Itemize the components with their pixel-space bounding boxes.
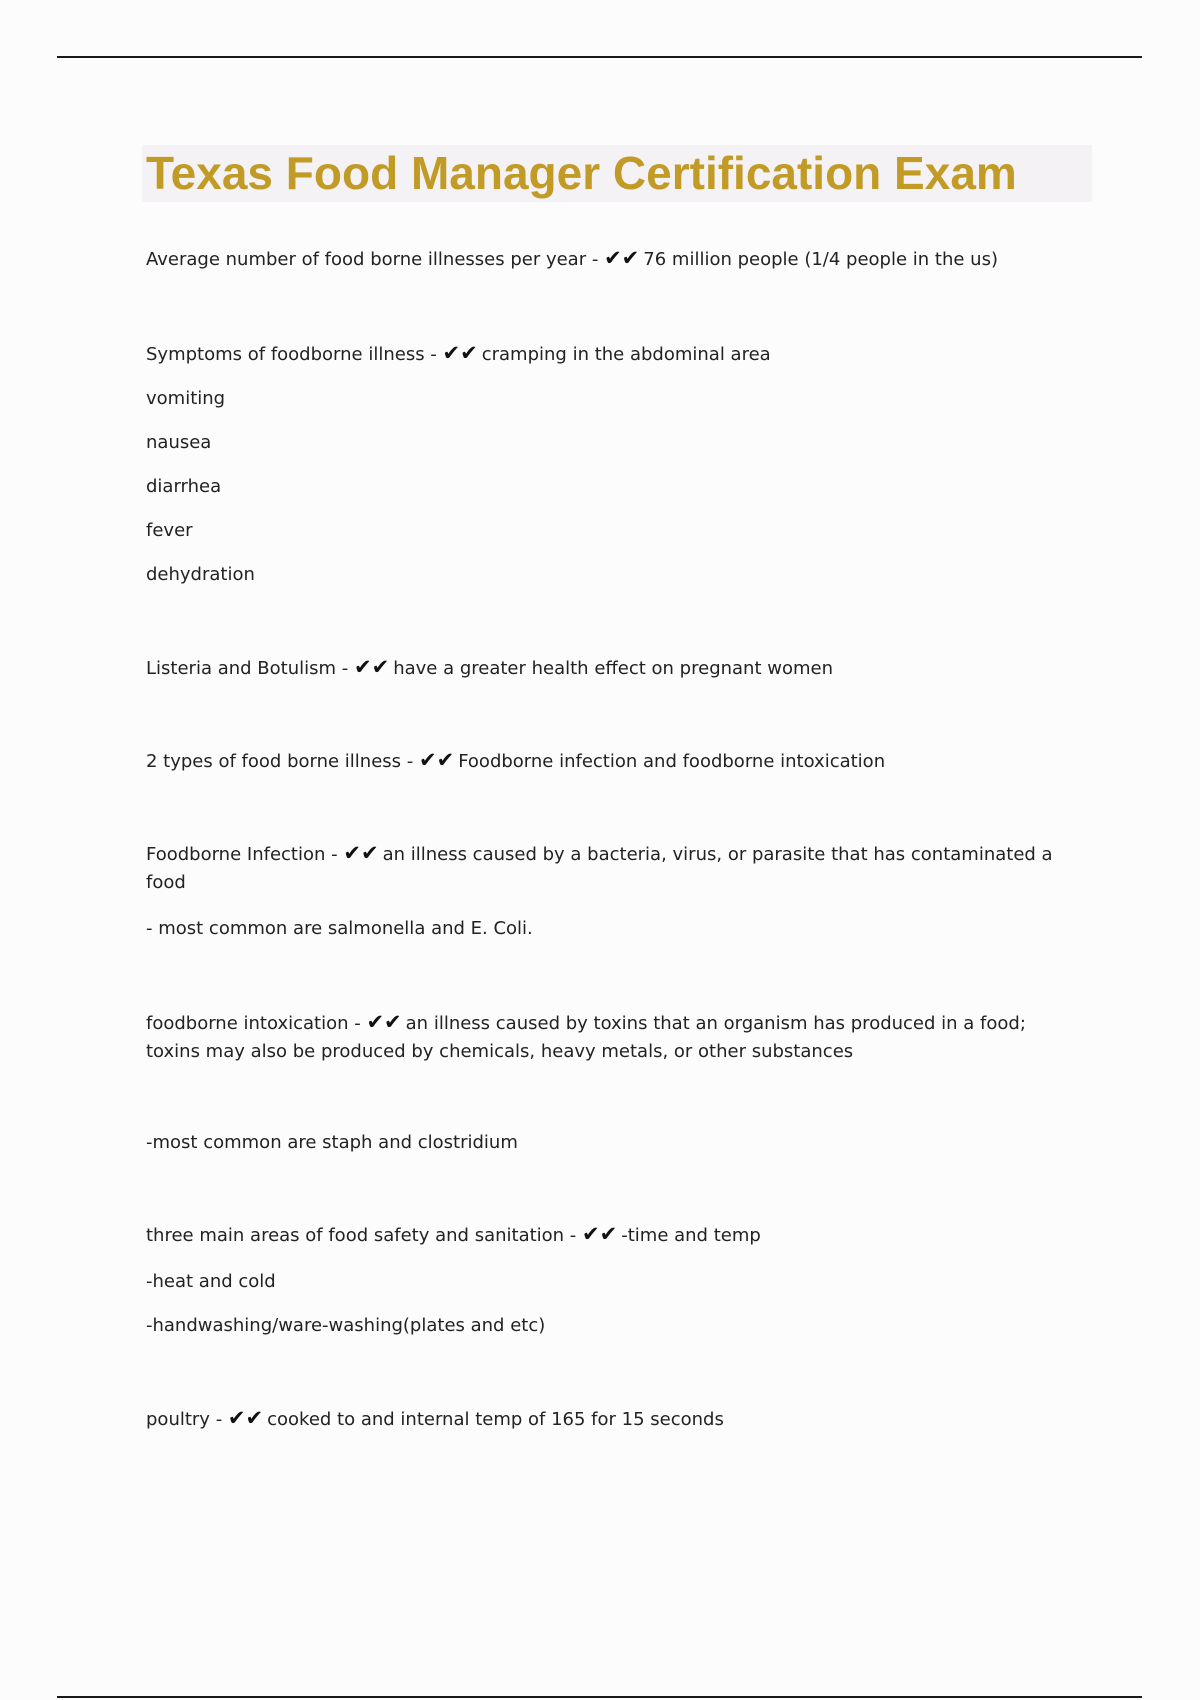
entry-note: - most common are salmonella and E. Coli. bbox=[146, 918, 533, 939]
double-check-icon: ✔✔ bbox=[227, 1406, 264, 1430]
double-check-icon: ✔✔ bbox=[366, 1010, 402, 1034]
separator: - bbox=[209, 1409, 228, 1430]
entry-foodborne-intoxication bbox=[146, 1010, 1076, 1066]
document-body bbox=[146, 246, 1076, 1434]
entry-term: three main areas of food safety and sanitation bbox=[146, 1225, 565, 1246]
symptom-item: dehydration bbox=[146, 564, 255, 585]
separator: - bbox=[348, 1013, 367, 1034]
entry-term: foodborne intoxication bbox=[146, 1013, 349, 1034]
entry-answer: -time and temp bbox=[621, 1225, 761, 1246]
entry-note: -heat and cold bbox=[146, 1271, 276, 1292]
entry-listeria-botulism bbox=[146, 655, 1076, 683]
double-check-icon: ✔✔ bbox=[419, 748, 455, 772]
entry-answer: Foodborne infection and foodborne intoxication bbox=[458, 751, 886, 772]
double-check-icon: ✔✔ bbox=[343, 841, 379, 865]
entry-answer: an illness caused by a bacteria, virus, or parasite that has contaminated a food bbox=[146, 844, 1053, 893]
separator: - bbox=[424, 344, 443, 365]
symptom-item: vomiting bbox=[146, 388, 226, 409]
double-check-icon: ✔✔ bbox=[604, 246, 640, 270]
separator: - bbox=[336, 658, 354, 679]
entry-answer: cramping in the abdominal area bbox=[481, 344, 771, 365]
entry-term: Average number of food borne illnesses per year bbox=[146, 249, 587, 270]
top-rule bbox=[57, 56, 1142, 58]
entry-term: Symptoms of foodborne illness bbox=[146, 344, 425, 365]
entry-food-safety-areas bbox=[146, 1222, 1076, 1250]
double-check-icon: ✔✔ bbox=[442, 341, 478, 365]
entry-answer: an illness caused by toxins that an organism has produced in a food; toxins may also be produced by chemicals, heavy metals, or other substances bbox=[146, 1013, 1026, 1062]
entry-note: -handwashing/ware-washing(plates and etc) bbox=[146, 1315, 546, 1336]
separator: - bbox=[401, 751, 419, 772]
entry-foodborne-infection bbox=[146, 841, 1076, 897]
symptom-item: nausea bbox=[146, 432, 212, 453]
entry-term: Foodborne Infection bbox=[146, 844, 326, 865]
double-check-icon: ✔✔ bbox=[582, 1222, 618, 1246]
entry-types-illness bbox=[146, 748, 1076, 776]
entry-average-illnesses bbox=[146, 246, 1076, 274]
entry-answer: 76 million people (1/4 people in the us) bbox=[643, 249, 998, 270]
separator: - bbox=[325, 844, 344, 865]
bottom-rule bbox=[57, 1696, 1142, 1698]
entry-note: -most common are staph and clostridium bbox=[146, 1132, 518, 1153]
separator: - bbox=[586, 249, 605, 270]
entry-poultry bbox=[146, 1406, 1076, 1434]
separator: - bbox=[564, 1225, 583, 1246]
entry-symptoms bbox=[146, 341, 1076, 369]
entry-term: 2 types of food borne illness bbox=[146, 751, 402, 772]
entry-term: Listeria and Botulism bbox=[146, 658, 337, 679]
entry-answer: have a greater health effect on pregnant women bbox=[393, 658, 833, 679]
symptom-item: fever bbox=[146, 520, 193, 541]
symptom-item: diarrhea bbox=[146, 476, 222, 497]
entry-term: poultry bbox=[146, 1409, 210, 1430]
double-check-icon: ✔✔ bbox=[353, 655, 390, 679]
document-title: Texas Food Manager Certification Exam bbox=[146, 147, 1017, 199]
entry-answer: cooked to and internal temp of 165 for 15 seconds bbox=[267, 1409, 724, 1430]
